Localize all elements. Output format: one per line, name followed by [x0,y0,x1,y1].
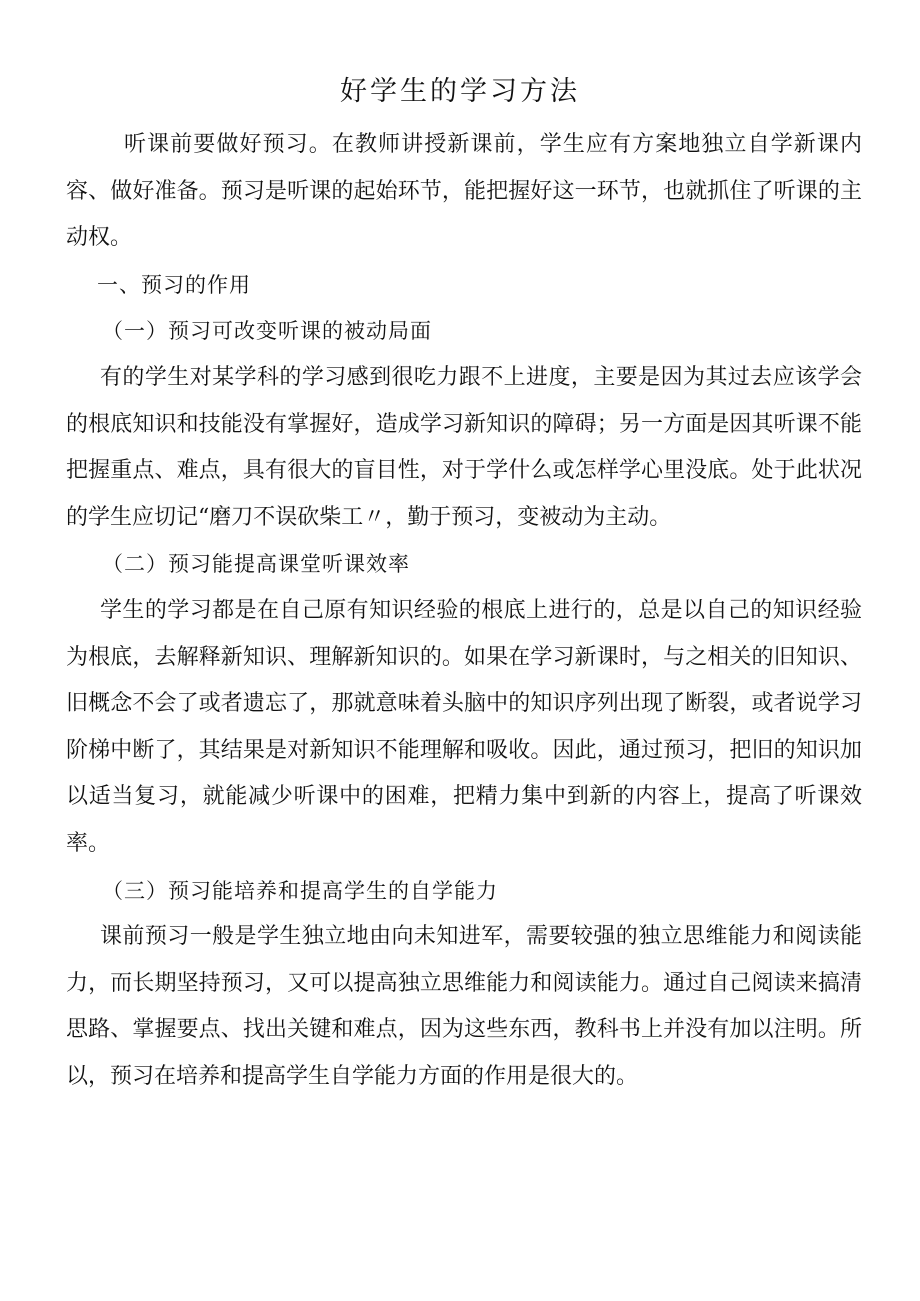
intro-paragraph: 听课前要做好预习。在教师讲授新课前，学生应有方案地独立自学新课内容、做好准备。预习是听课的起始环节，能把握好这一环节，也就抓住了听课的主动权。 [66,132,862,251]
subsection-heading-2: （二）预习能提高课堂听课效率 [102,552,410,577]
subsection-heading-1: （一）预习可改变听课的被动局面 [102,319,432,344]
subsection-body-2: 学生的学习都是在自己原有知识经验的根底上进行的，总是以自己的知识经验为根底，去解释新知识、理解新知识的。如果在学习新课时，与之相关的旧知识、旧概念不会了或者遗忘了，那就意味着头脑中的知识序列出现了断裂，或者说学习阶梯中断了，其结果是对新知识不能理解和吸收。因此，通过预习，把旧的知识加以适当复习，就能减少听课中的困难，把精力集中到新的内容上，提高了听课效率。 [66,597,862,856]
document-title: 好学生的学习方法 [340,76,580,107]
subsection-heading-3: （三）预习能培养和提高学生的自学能力 [102,878,498,903]
section-heading: 一、预习的作用 [97,272,251,297]
document-body [66,122,862,1100]
subsection-body-1: 有的学生对某学科的学习感到很吃力跟不上进度，主要是因为其过去应该学会的根底知识和技能没有掌握好，造成学习新知识的障碍；另一方面是因其听课不能把握重点、难点，具有很大的盲目性，对于学什么或怎样学心里没底。处于此状况的学生应切记“磨刀不误砍柴工〃，勤于预习，变被动为主动。 [66,364,862,530]
subsection-body-3: 课前预习一般是学生独立地由向未知进军，需要较强的独立思维能力和阅读能力，而长期坚持预习，又可以提高独立思维能力和阅读能力。通过自己阅读来搞清思路、掌握要点、找出关键和难点，因为这些东西，教科书上并没有加以注明。所以，预习在培养和提高学生自学能力方面的作用是很大的。 [66,924,862,1089]
